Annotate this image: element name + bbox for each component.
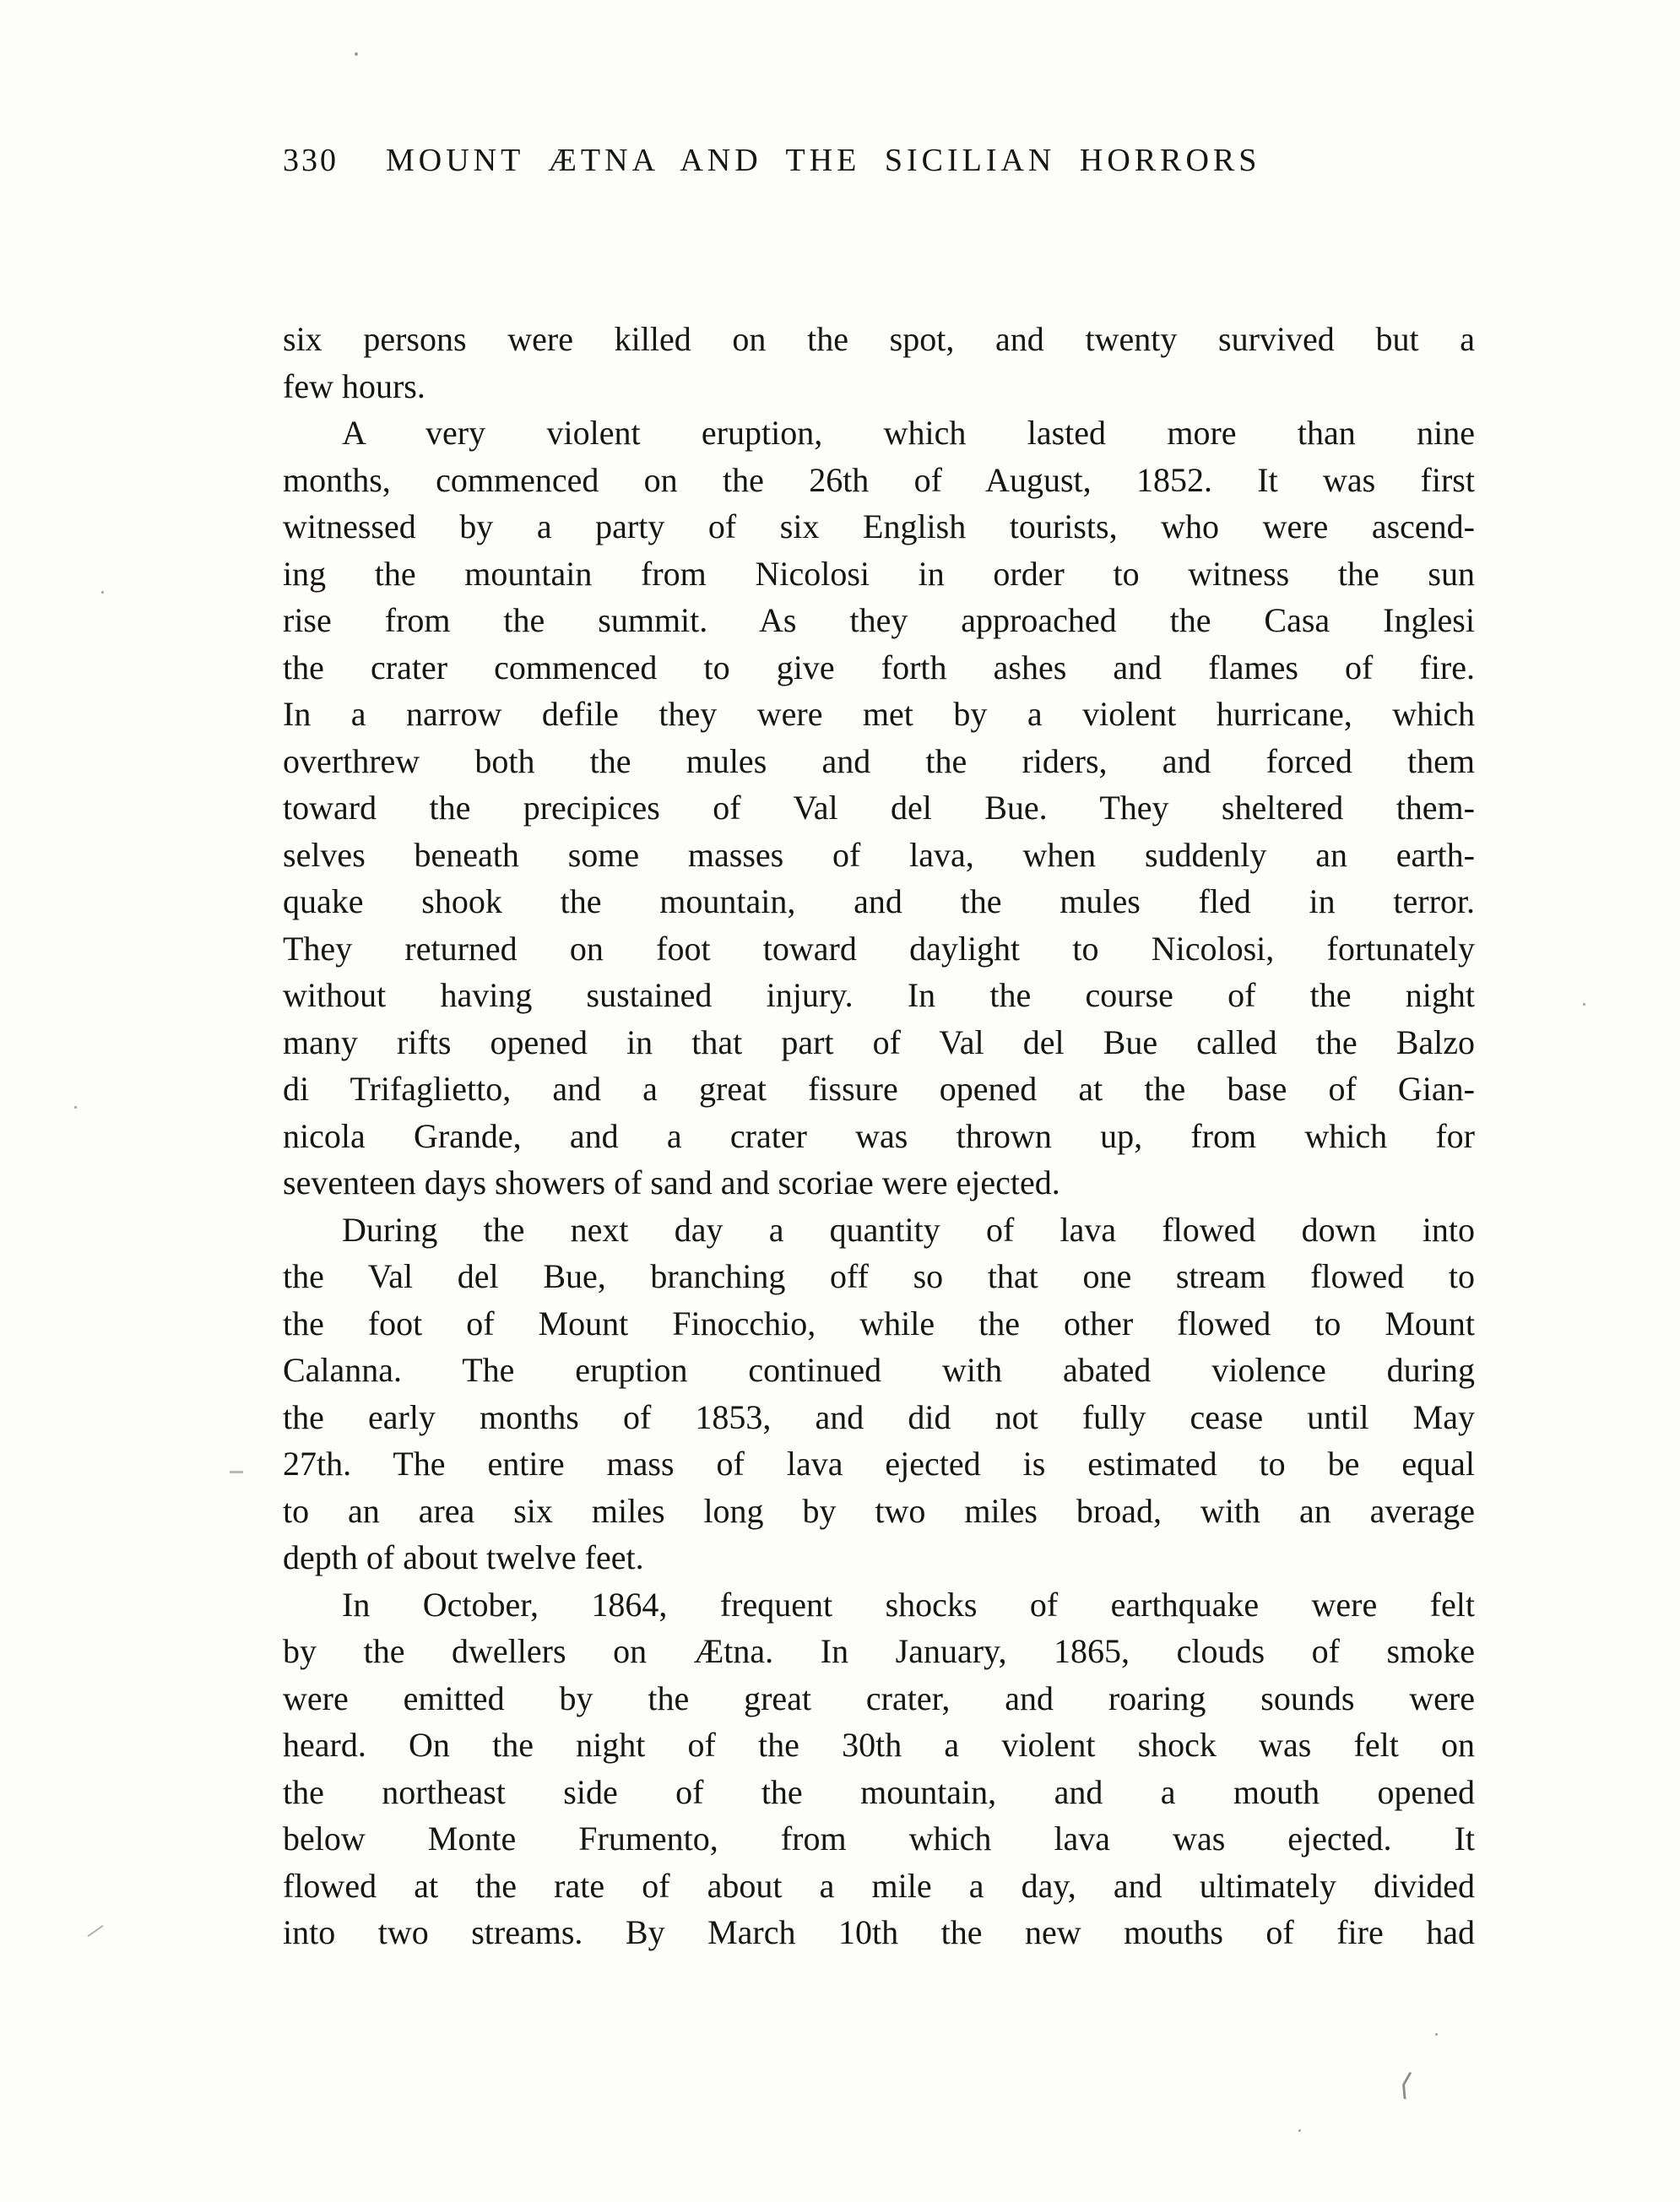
- scan-speck: [1435, 2033, 1438, 2036]
- scan-artifact-mark: ⟨: [1395, 2066, 1416, 2103]
- text-line: A very violent eruption, which lasted more than nine: [342, 414, 1475, 452]
- text-line: the early months of 1853, and did not fully cease until May: [283, 1397, 1475, 1436]
- text-line: rise from the summit. As they approached the Casa Inglesi: [283, 601, 1475, 639]
- text-line: They returned on foot toward daylight to Nicolosi, fortunately: [283, 929, 1475, 968]
- text-line: ing the mountain from Nicolosi in order to witness the sun: [283, 554, 1475, 593]
- page-number: 330: [283, 143, 339, 178]
- text-line: di Trifaglietto, and a great fissure opened at the base of Gian-: [283, 1070, 1475, 1108]
- text-line: many rifts opened in that part of Val del Bue called the Balzo: [283, 1022, 1475, 1061]
- text-line: the foot of Mount Finocchio, while the other flowed to Mount: [283, 1304, 1475, 1342]
- text-line: by the dwellers on Ætna. In January, 1865, clouds of smoke: [283, 1632, 1475, 1670]
- text-line: In a narrow defile they were met by a violent hurricane, which: [283, 695, 1475, 733]
- text-line: toward the precipices of Val del Bue. They sheltered them-: [283, 789, 1475, 827]
- text-line: heard. On the night of the 30th a violent shock was felt on: [283, 1726, 1475, 1764]
- scan-speck: [101, 591, 104, 594]
- text-line: to an area six miles long by two miles broad, with an average: [283, 1491, 1475, 1530]
- text-line: below Monte Frumento, from which lava was ejected. It: [283, 1820, 1475, 1858]
- running-title: MOUNT ÆTNA AND THE SICILIAN HORRORS: [386, 143, 1261, 178]
- scan-speck: [1298, 2129, 1301, 2132]
- text-line: witnessed by a party of six English tourists, who were ascend-: [283, 507, 1475, 545]
- text-line: few hours.: [283, 366, 425, 405]
- text-line: the northeast side of the mountain, and a mouth opened: [283, 1772, 1475, 1811]
- text-line: months, commenced on the 26th of August, 1852. It was first: [283, 460, 1475, 499]
- body-text: [283, 316, 1475, 1956]
- text-line: without having sustained injury. In the course of the night: [283, 976, 1475, 1014]
- scan-speck: [1583, 1003, 1585, 1006]
- text-line: nicola Grande, and a crater was thrown up, from which for: [283, 1116, 1475, 1155]
- scan-speck: [74, 1106, 77, 1109]
- text-line: overthrew both the mules and the riders, and forced them: [283, 741, 1475, 780]
- text-line: the crater commenced to give forth ashes and flames of fire.: [283, 648, 1475, 686]
- text-line: flowed at the rate of about a mile a day, and ultimately divided: [283, 1866, 1475, 1905]
- text-block: [283, 142, 1475, 1956]
- text-line: quake shook the mountain, and the mules fled in terror.: [283, 882, 1475, 920]
- scan-speck: [230, 1471, 243, 1473]
- text-line: depth of about twelve feet.: [283, 1538, 644, 1576]
- text-line: 27th. The entire mass of lava ejected is estimated to be equal: [283, 1445, 1475, 1483]
- text-line: into two streams. By March 10th the new mouths of fire had: [283, 1913, 1475, 1951]
- text-line: In October, 1864, frequent shocks of earthquake were felt: [342, 1585, 1475, 1624]
- text-line: Calanna. The eruption continued with abated violence during: [283, 1351, 1475, 1389]
- text-line: During the next day a quantity of lava flowed down into: [342, 1210, 1475, 1249]
- scan-speck: [87, 1925, 103, 1937]
- text-line: were emitted by the great crater, and roaring sounds were: [283, 1679, 1475, 1717]
- text-line: selves beneath some masses of lava, when suddenly an earth-: [283, 835, 1475, 874]
- page-header: [283, 142, 1475, 179]
- scan-speck: [355, 52, 358, 56]
- text-line: the Val del Bue, branching off so that one stream flowed to: [283, 1257, 1475, 1295]
- text-line: seventeen days showers of sand and scoriae were ejected.: [283, 1163, 1060, 1201]
- text-line: six persons were killed on the spot, and twenty survived but a: [283, 320, 1475, 358]
